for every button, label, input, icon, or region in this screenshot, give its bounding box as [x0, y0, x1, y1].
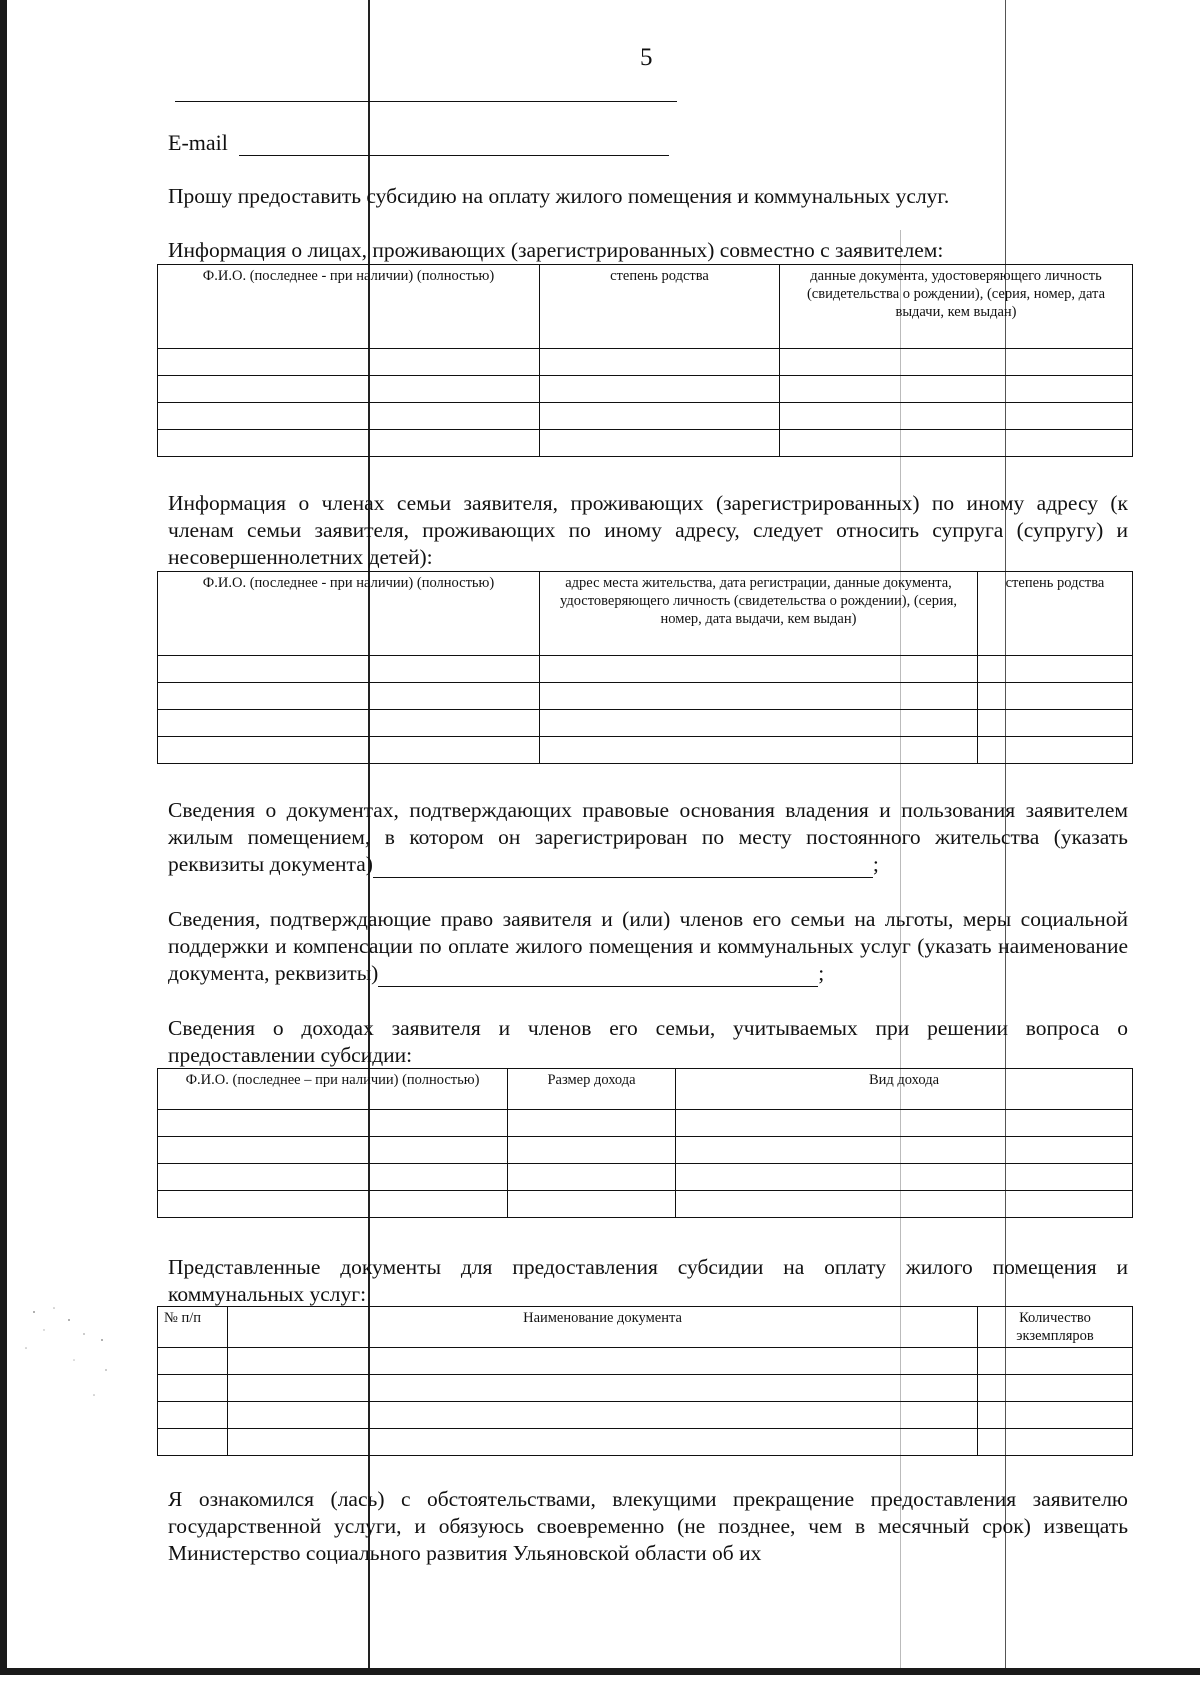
table-cell[interactable] [780, 403, 1133, 430]
cohabitants-table [157, 264, 1133, 457]
table-row [158, 1164, 1133, 1191]
family-elsewhere-table [157, 571, 1133, 764]
benefits-paragraph [168, 906, 1128, 987]
table-cell[interactable] [228, 1402, 978, 1429]
table-cell[interactable] [978, 737, 1133, 764]
table-cell[interactable] [228, 1375, 978, 1402]
table-cell[interactable] [540, 403, 780, 430]
column-header-relation: степень родства [978, 572, 1133, 656]
table-cell[interactable] [158, 1402, 228, 1429]
table-cell[interactable] [978, 1402, 1133, 1429]
table-cell[interactable] [158, 710, 540, 737]
column-header-fio: Ф.И.О. (последнее – при наличии) (полностью) [158, 1069, 508, 1110]
table-row [158, 1348, 1133, 1375]
income-table [157, 1068, 1133, 1218]
table-row [158, 683, 1133, 710]
family-elsewhere-intro: Информация о членах семьи заявителя, проживающих (зарегистрированных) по иному адресу (к членам семьи заявителя, проживающих по иному адресу, следует относить супруга (супругу) и несовершеннолетних детей): [168, 491, 1128, 569]
table-cell[interactable] [158, 1348, 228, 1375]
table-cell[interactable] [978, 1348, 1133, 1375]
scan-edge-left [0, 0, 7, 1672]
benefits-field[interactable] [378, 966, 818, 987]
table-cell[interactable] [508, 1164, 676, 1191]
table-cell[interactable] [158, 1110, 508, 1137]
table-cell[interactable] [508, 1191, 676, 1218]
table-row [158, 349, 1133, 376]
table-cell[interactable] [158, 683, 540, 710]
table-cell[interactable] [780, 376, 1133, 403]
column-header-document-name: Наименование документа [228, 1307, 978, 1348]
table-cell[interactable] [540, 656, 978, 683]
benefits-text: Сведения, подтверждающие право заявителя и (или) членов его семьи на льготы, меры социальной поддержки и компенсации по оплате жилого помещения и коммунальных услуг (указать наименование документа, реквизиты) [168, 907, 1128, 985]
table-cell[interactable] [978, 1375, 1133, 1402]
table-cell[interactable] [978, 710, 1133, 737]
table-row [158, 1429, 1133, 1456]
table-cell[interactable] [978, 1429, 1133, 1456]
table-cell[interactable] [158, 1429, 228, 1456]
table-cell[interactable] [676, 1110, 1133, 1137]
table-cell[interactable] [158, 403, 540, 430]
email-row [168, 130, 669, 156]
table-row [158, 656, 1133, 683]
benefits-end: ; [818, 961, 825, 985]
page-number: 5 [640, 44, 653, 71]
column-header-number: № п/п [158, 1307, 228, 1348]
table-row [158, 1402, 1133, 1429]
table-cell[interactable] [158, 737, 540, 764]
table-cell[interactable] [158, 1137, 508, 1164]
housing-docs-text: Сведения о документах, подтверждающих правовые основания владения и пользования заявителем жилым помещением, в котором он зарегистрирован по месту постоянного жительства (указать реквизиты документа) [168, 798, 1128, 876]
column-header-id-document: данные документа, удостоверяющего личность (свидетельства о рождении), (серия, номер, дата выдачи, кем выдан) [780, 265, 1133, 349]
column-header-fio: Ф.И.О. (последнее - при наличии) (полностью) [158, 265, 540, 349]
scan-noise [14, 1300, 114, 1410]
table-cell[interactable] [228, 1429, 978, 1456]
column-header-relation: степень родства [540, 265, 780, 349]
submitted-docs-table [157, 1306, 1133, 1456]
table-row [158, 403, 1133, 430]
table-cell[interactable] [158, 1375, 228, 1402]
header-rule [175, 101, 677, 102]
table-cell[interactable] [158, 430, 540, 457]
table-header-row [158, 1307, 1133, 1348]
table-header-row [158, 265, 1133, 349]
table-cell[interactable] [676, 1164, 1133, 1191]
table-row [158, 1375, 1133, 1402]
table-cell[interactable] [676, 1191, 1133, 1218]
column-header-income-amount: Размер дохода [508, 1069, 676, 1110]
table-cell[interactable] [158, 376, 540, 403]
column-header-fio: Ф.И.О. (последнее - при наличии) (полностью) [158, 572, 540, 656]
table-cell[interactable] [508, 1110, 676, 1137]
table-row [158, 1191, 1133, 1218]
table-row [158, 430, 1133, 457]
email-label: E-mail [168, 130, 228, 155]
column-header-address: адрес места жительства, дата регистрации, данные документа, удостоверяющего личность (свидетельства о рождении), (серия, номер, дата выдачи, кем выдан) [540, 572, 978, 656]
table-cell[interactable] [676, 1137, 1133, 1164]
table-cell[interactable] [158, 656, 540, 683]
table-row [158, 710, 1133, 737]
request-text: Прошу предоставить субсидию на оплату жилого помещения и коммунальных услуг. [168, 184, 950, 208]
table-header-row [158, 1069, 1133, 1110]
table-cell[interactable] [158, 1164, 508, 1191]
scan-edge-bottom [0, 1668, 1200, 1675]
table-cell[interactable] [780, 349, 1133, 376]
table-cell[interactable] [228, 1348, 978, 1375]
income-intro: Сведения о доходах заявителя и членов его семьи, учитываемых при решении вопроса о предоставлении субсидии: [168, 1016, 1128, 1067]
table-row [158, 376, 1133, 403]
table-cell[interactable] [508, 1137, 676, 1164]
housing-docs-field[interactable] [373, 857, 873, 878]
housing-docs-paragraph [168, 797, 1128, 878]
cohabitants-intro: Информация о лицах, проживающих (зарегистрированных) совместно с заявителем: [168, 238, 944, 262]
table-cell[interactable] [978, 683, 1133, 710]
submitted-docs-intro: Представленные документы для предоставления субсидии на оплату жилого помещения и коммунальных услуг: [168, 1255, 1128, 1306]
table-row [158, 1137, 1133, 1164]
housing-docs-end: ; [872, 852, 879, 876]
table-cell[interactable] [540, 710, 978, 737]
column-header-copies: Количество экземпляров [978, 1307, 1133, 1348]
table-cell[interactable] [540, 376, 780, 403]
table-header-row [158, 572, 1133, 656]
table-row [158, 1110, 1133, 1137]
table-cell[interactable] [540, 430, 780, 457]
acknowledgement-text: Я ознакомился (лась) с обстоятельствами, влекущими прекращение предоставления заявителю государственной услуги, и обязуюсь своевременно (не позднее, чем в месячный срок) извещать Министерство социального развития Ульяновской области об их [168, 1487, 1128, 1565]
table-cell[interactable] [158, 1191, 508, 1218]
table-cell[interactable] [540, 349, 780, 376]
table-cell[interactable] [158, 349, 540, 376]
table-cell[interactable] [540, 737, 978, 764]
email-field[interactable] [239, 135, 669, 156]
table-cell[interactable] [780, 430, 1133, 457]
table-cell[interactable] [540, 683, 978, 710]
table-row [158, 737, 1133, 764]
column-header-income-type: Вид дохода [676, 1069, 1133, 1110]
table-cell[interactable] [978, 656, 1133, 683]
